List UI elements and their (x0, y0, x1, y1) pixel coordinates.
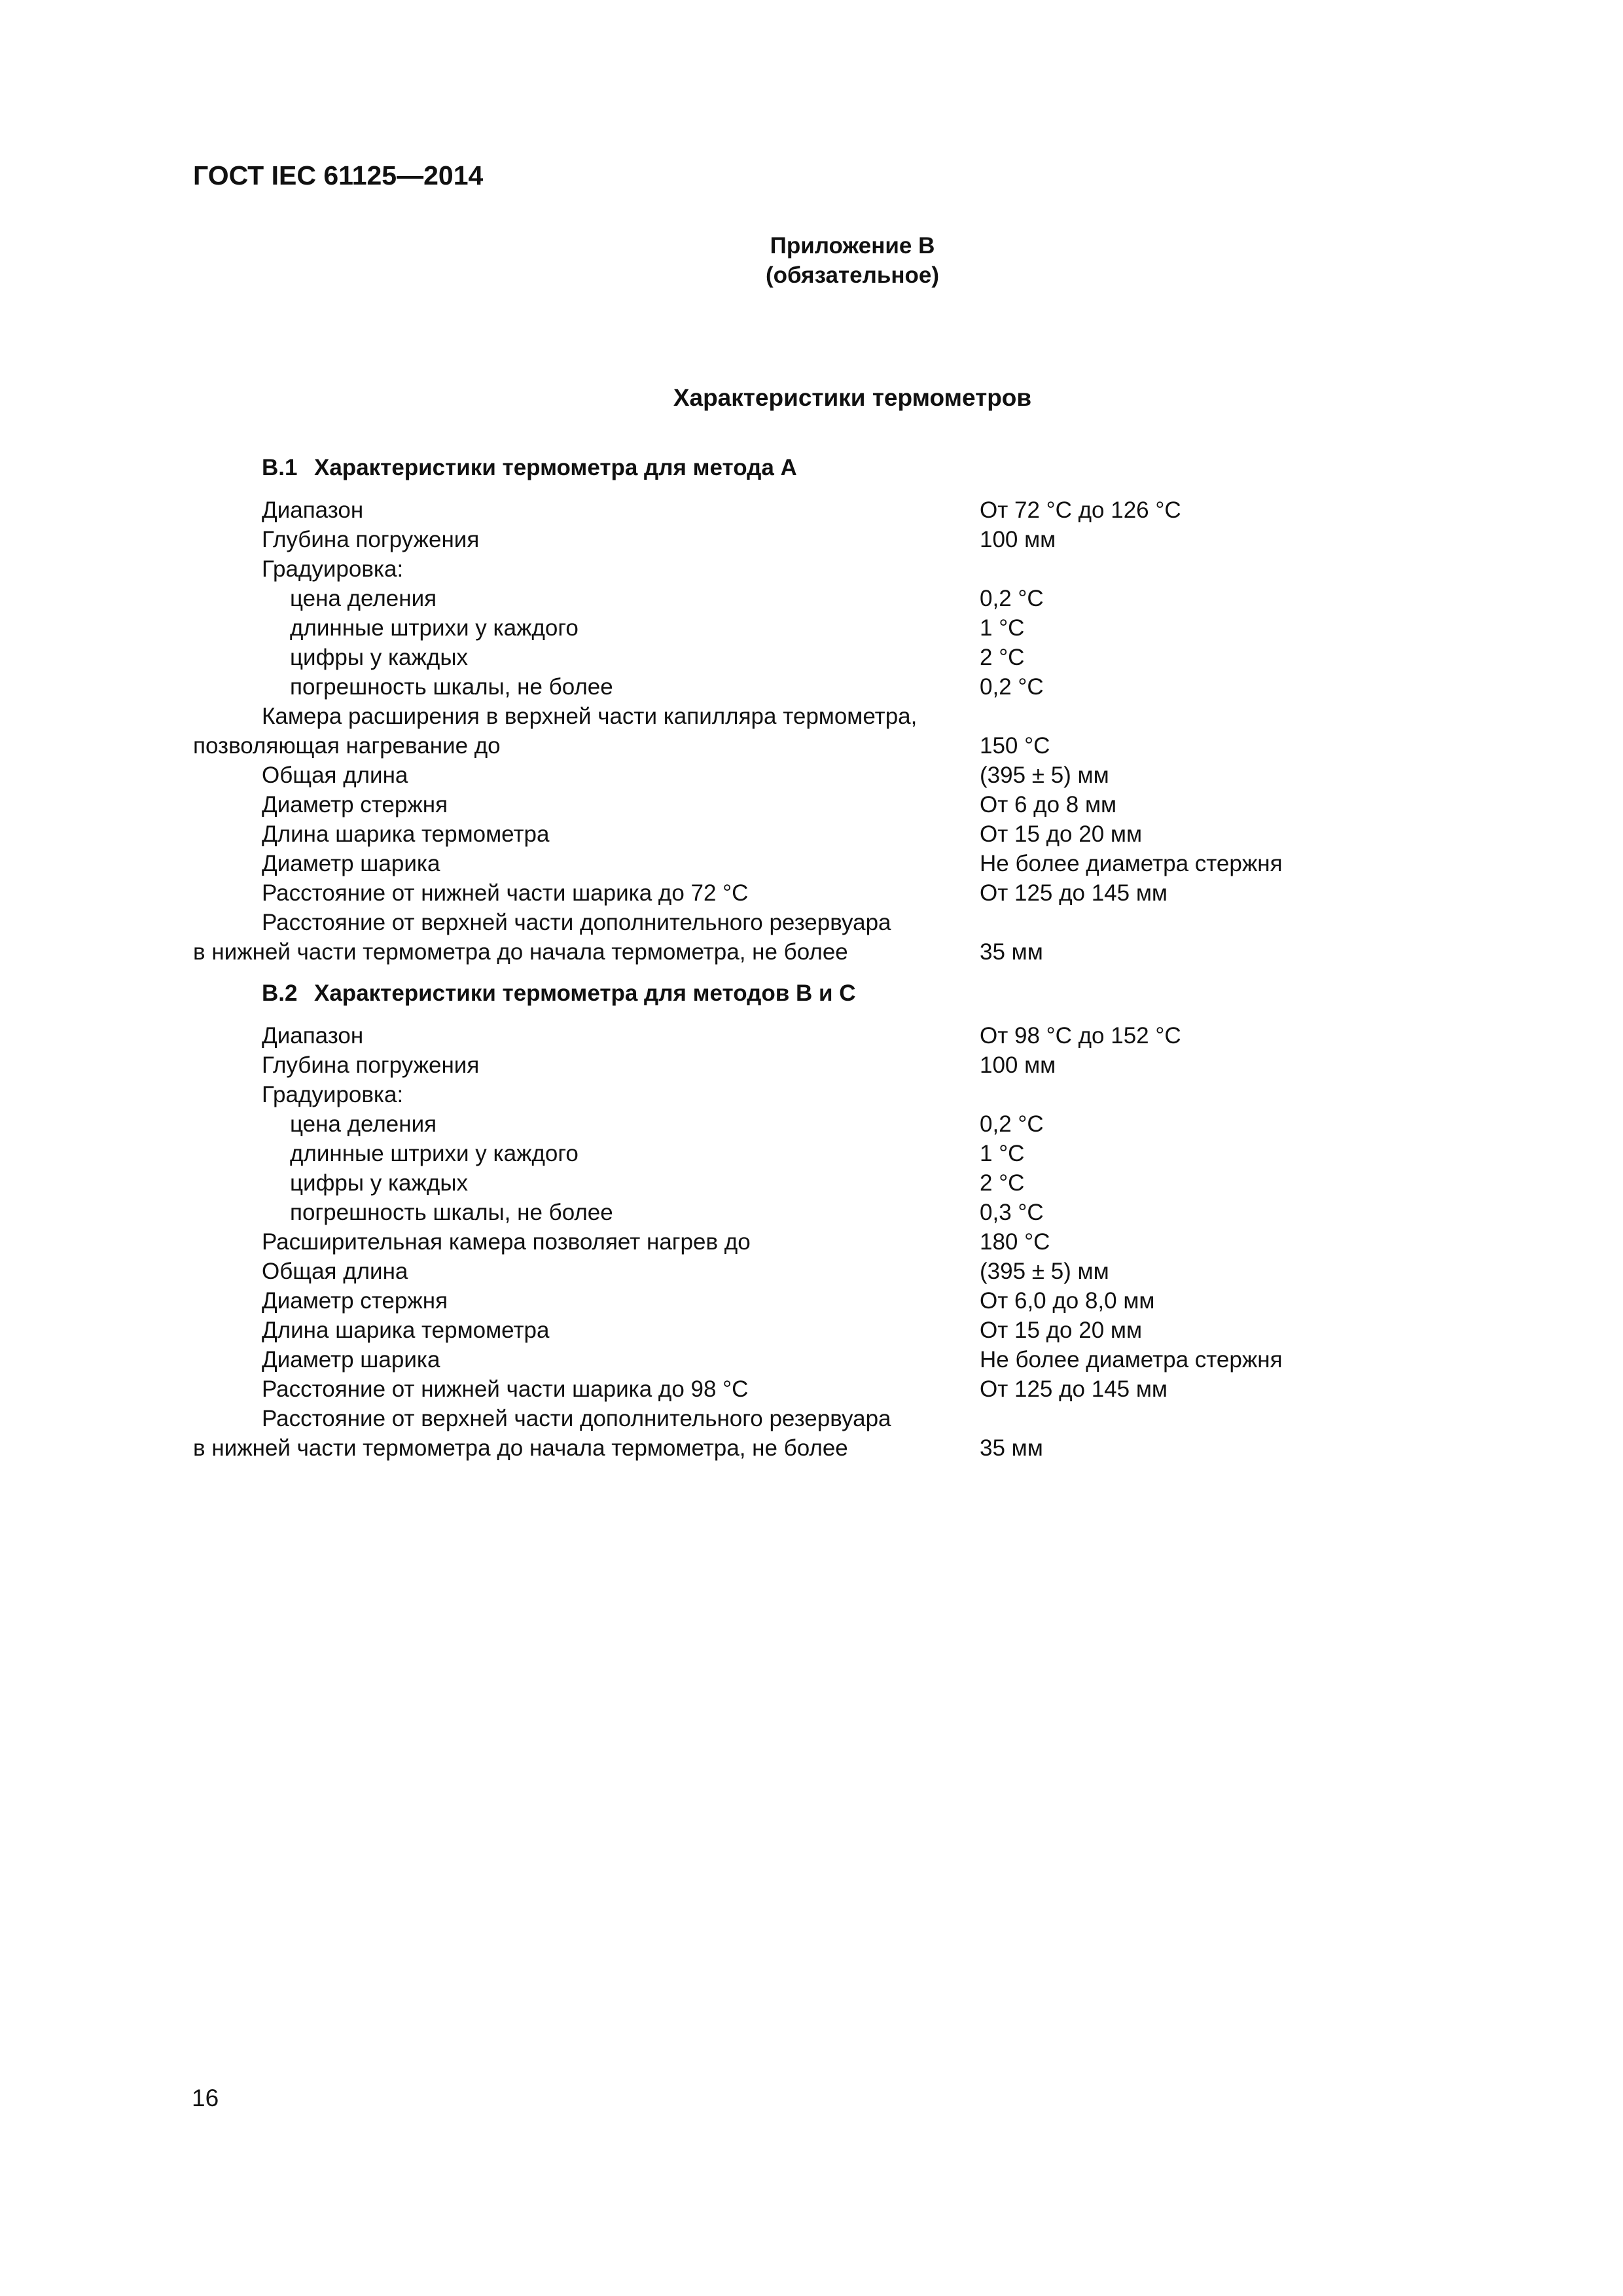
spec-label: цена деления (290, 1111, 437, 1137)
spec-label: Расстояние от верхней части дополнительного резервуара (262, 1406, 891, 1431)
spec-row (0, 672, 1623, 702)
spec-row (0, 1109, 1623, 1139)
spec-value: От 6,0 до 8,0 мм (980, 1288, 1155, 1314)
spec-value: 35 мм (980, 939, 1043, 965)
spec-row (0, 613, 1623, 643)
section-title: Характеристики термометра для метода А (314, 455, 797, 480)
spec-label: в нижней части термометра до начала термометра, не более (193, 1435, 848, 1461)
spec-label: Диаметр стержня (262, 1288, 448, 1314)
spec-value: 0,2 °С (980, 674, 1044, 700)
section-heading-b1 (262, 455, 797, 481)
spec-row (0, 702, 1623, 731)
spec-row (0, 643, 1623, 672)
section-title: Характеристики термометра для методов В и С (314, 980, 856, 1006)
spec-value: 0,3 °С (980, 1200, 1044, 1225)
spec-row (0, 731, 1623, 761)
spec-label: погрешность шкалы, не более (290, 1200, 613, 1225)
spec-row (0, 1168, 1623, 1198)
spec-row (0, 937, 1623, 967)
spec-row (0, 584, 1623, 613)
spec-row (0, 1021, 1623, 1050)
spec-row (0, 1050, 1623, 1080)
spec-value: От 125 до 145 мм (980, 880, 1168, 906)
spec-value: От 125 до 145 мм (980, 1376, 1168, 1402)
spec-label: длинные штрихи у каждого (290, 615, 579, 641)
spec-value: От 98 °С до 152 °С (980, 1023, 1181, 1049)
spec-value: 0,2 °С (980, 586, 1044, 611)
spec-label: Диапазон (262, 1023, 364, 1049)
spec-label: Расстояние от верхней части дополнительного резервуара (262, 910, 891, 935)
spec-label: Глубина погружения (262, 1052, 480, 1078)
page-number: 16 (192, 2085, 219, 2111)
spec-row (0, 554, 1623, 584)
spec-row (0, 525, 1623, 554)
spec-label: Длина шарика термометра (262, 821, 550, 847)
spec-value: Не более диаметра стержня (980, 851, 1283, 876)
spec-label: позволяющая нагревание до (193, 733, 501, 759)
spec-value: 100 мм (980, 1052, 1056, 1078)
spec-value: (395 ± 5) мм (980, 1259, 1109, 1284)
spec-row (0, 1286, 1623, 1316)
spec-row (0, 1198, 1623, 1227)
section-number: В.2 (262, 980, 298, 1006)
spec-row (0, 1139, 1623, 1168)
spec-value: От 72 °С до 126 °С (980, 497, 1181, 523)
spec-value: От 15 до 20 мм (980, 821, 1143, 847)
spec-row (0, 1080, 1623, 1109)
spec-row (0, 1257, 1623, 1286)
document-code: ГОСТ IEC 61125—2014 (193, 160, 484, 190)
spec-value: 2 °С (980, 1170, 1025, 1196)
spec-label: цифры у каждых (290, 1170, 469, 1196)
spec-value: 150 °С (980, 733, 1050, 759)
spec-row (0, 1404, 1623, 1433)
spec-value: От 6 до 8 мм (980, 792, 1117, 817)
spec-row (0, 1227, 1623, 1257)
spec-label: погрешность шкалы, не более (290, 674, 613, 700)
spec-row (0, 1316, 1623, 1345)
spec-label: Градуировка: (262, 1082, 404, 1107)
spec-value: (395 ± 5) мм (980, 762, 1109, 788)
spec-value: 1 °С (980, 1141, 1025, 1166)
spec-row (0, 849, 1623, 878)
annex-title: Приложение В (770, 233, 935, 259)
spec-label: Диаметр шарика (262, 1347, 440, 1372)
spec-row (0, 495, 1623, 525)
spec-value: 2 °С (980, 645, 1025, 670)
spec-label: Глубина погружения (262, 527, 480, 552)
spec-label: цифры у каждых (290, 645, 469, 670)
spec-label: цена деления (290, 586, 437, 611)
section-number: В.1 (262, 455, 298, 480)
spec-label: Расстояние от нижней части шарика до 72 °С (262, 880, 749, 906)
spec-label: Камера расширения в верхней части капилляра термометра, (262, 704, 918, 729)
spec-label: Длина шарика термометра (262, 1318, 550, 1343)
spec-value: 0,2 °С (980, 1111, 1044, 1137)
page-title: Характеристики термометров (673, 384, 1032, 411)
spec-value: 1 °С (980, 615, 1025, 641)
annex-status: (обязательное) (765, 262, 939, 288)
spec-row (0, 878, 1623, 908)
section-heading-b2 (262, 980, 855, 1007)
spec-row (0, 908, 1623, 937)
spec-value: 100 мм (980, 527, 1056, 552)
spec-row (0, 1345, 1623, 1374)
spec-label: Диапазон (262, 497, 364, 523)
spec-row (0, 819, 1623, 849)
spec-label: в нижней части термометра до начала термометра, не более (193, 939, 848, 965)
spec-row (0, 790, 1623, 819)
spec-label: Общая длина (262, 1259, 408, 1284)
spec-label: Градуировка: (262, 556, 404, 582)
spec-label: Общая длина (262, 762, 408, 788)
spec-label: Расширительная камера позволяет нагрев до (262, 1229, 751, 1255)
spec-value: От 15 до 20 мм (980, 1318, 1143, 1343)
spec-row (0, 761, 1623, 790)
spec-row (0, 1433, 1623, 1463)
spec-label: Расстояние от нижней части шарика до 98 °С (262, 1376, 749, 1402)
spec-value: 180 °С (980, 1229, 1050, 1255)
spec-row (0, 1374, 1623, 1404)
spec-label: длинные штрихи у каждого (290, 1141, 579, 1166)
spec-value: Не более диаметра стержня (980, 1347, 1283, 1372)
spec-value: 35 мм (980, 1435, 1043, 1461)
spec-label: Диаметр стержня (262, 792, 448, 817)
spec-label: Диаметр шарика (262, 851, 440, 876)
